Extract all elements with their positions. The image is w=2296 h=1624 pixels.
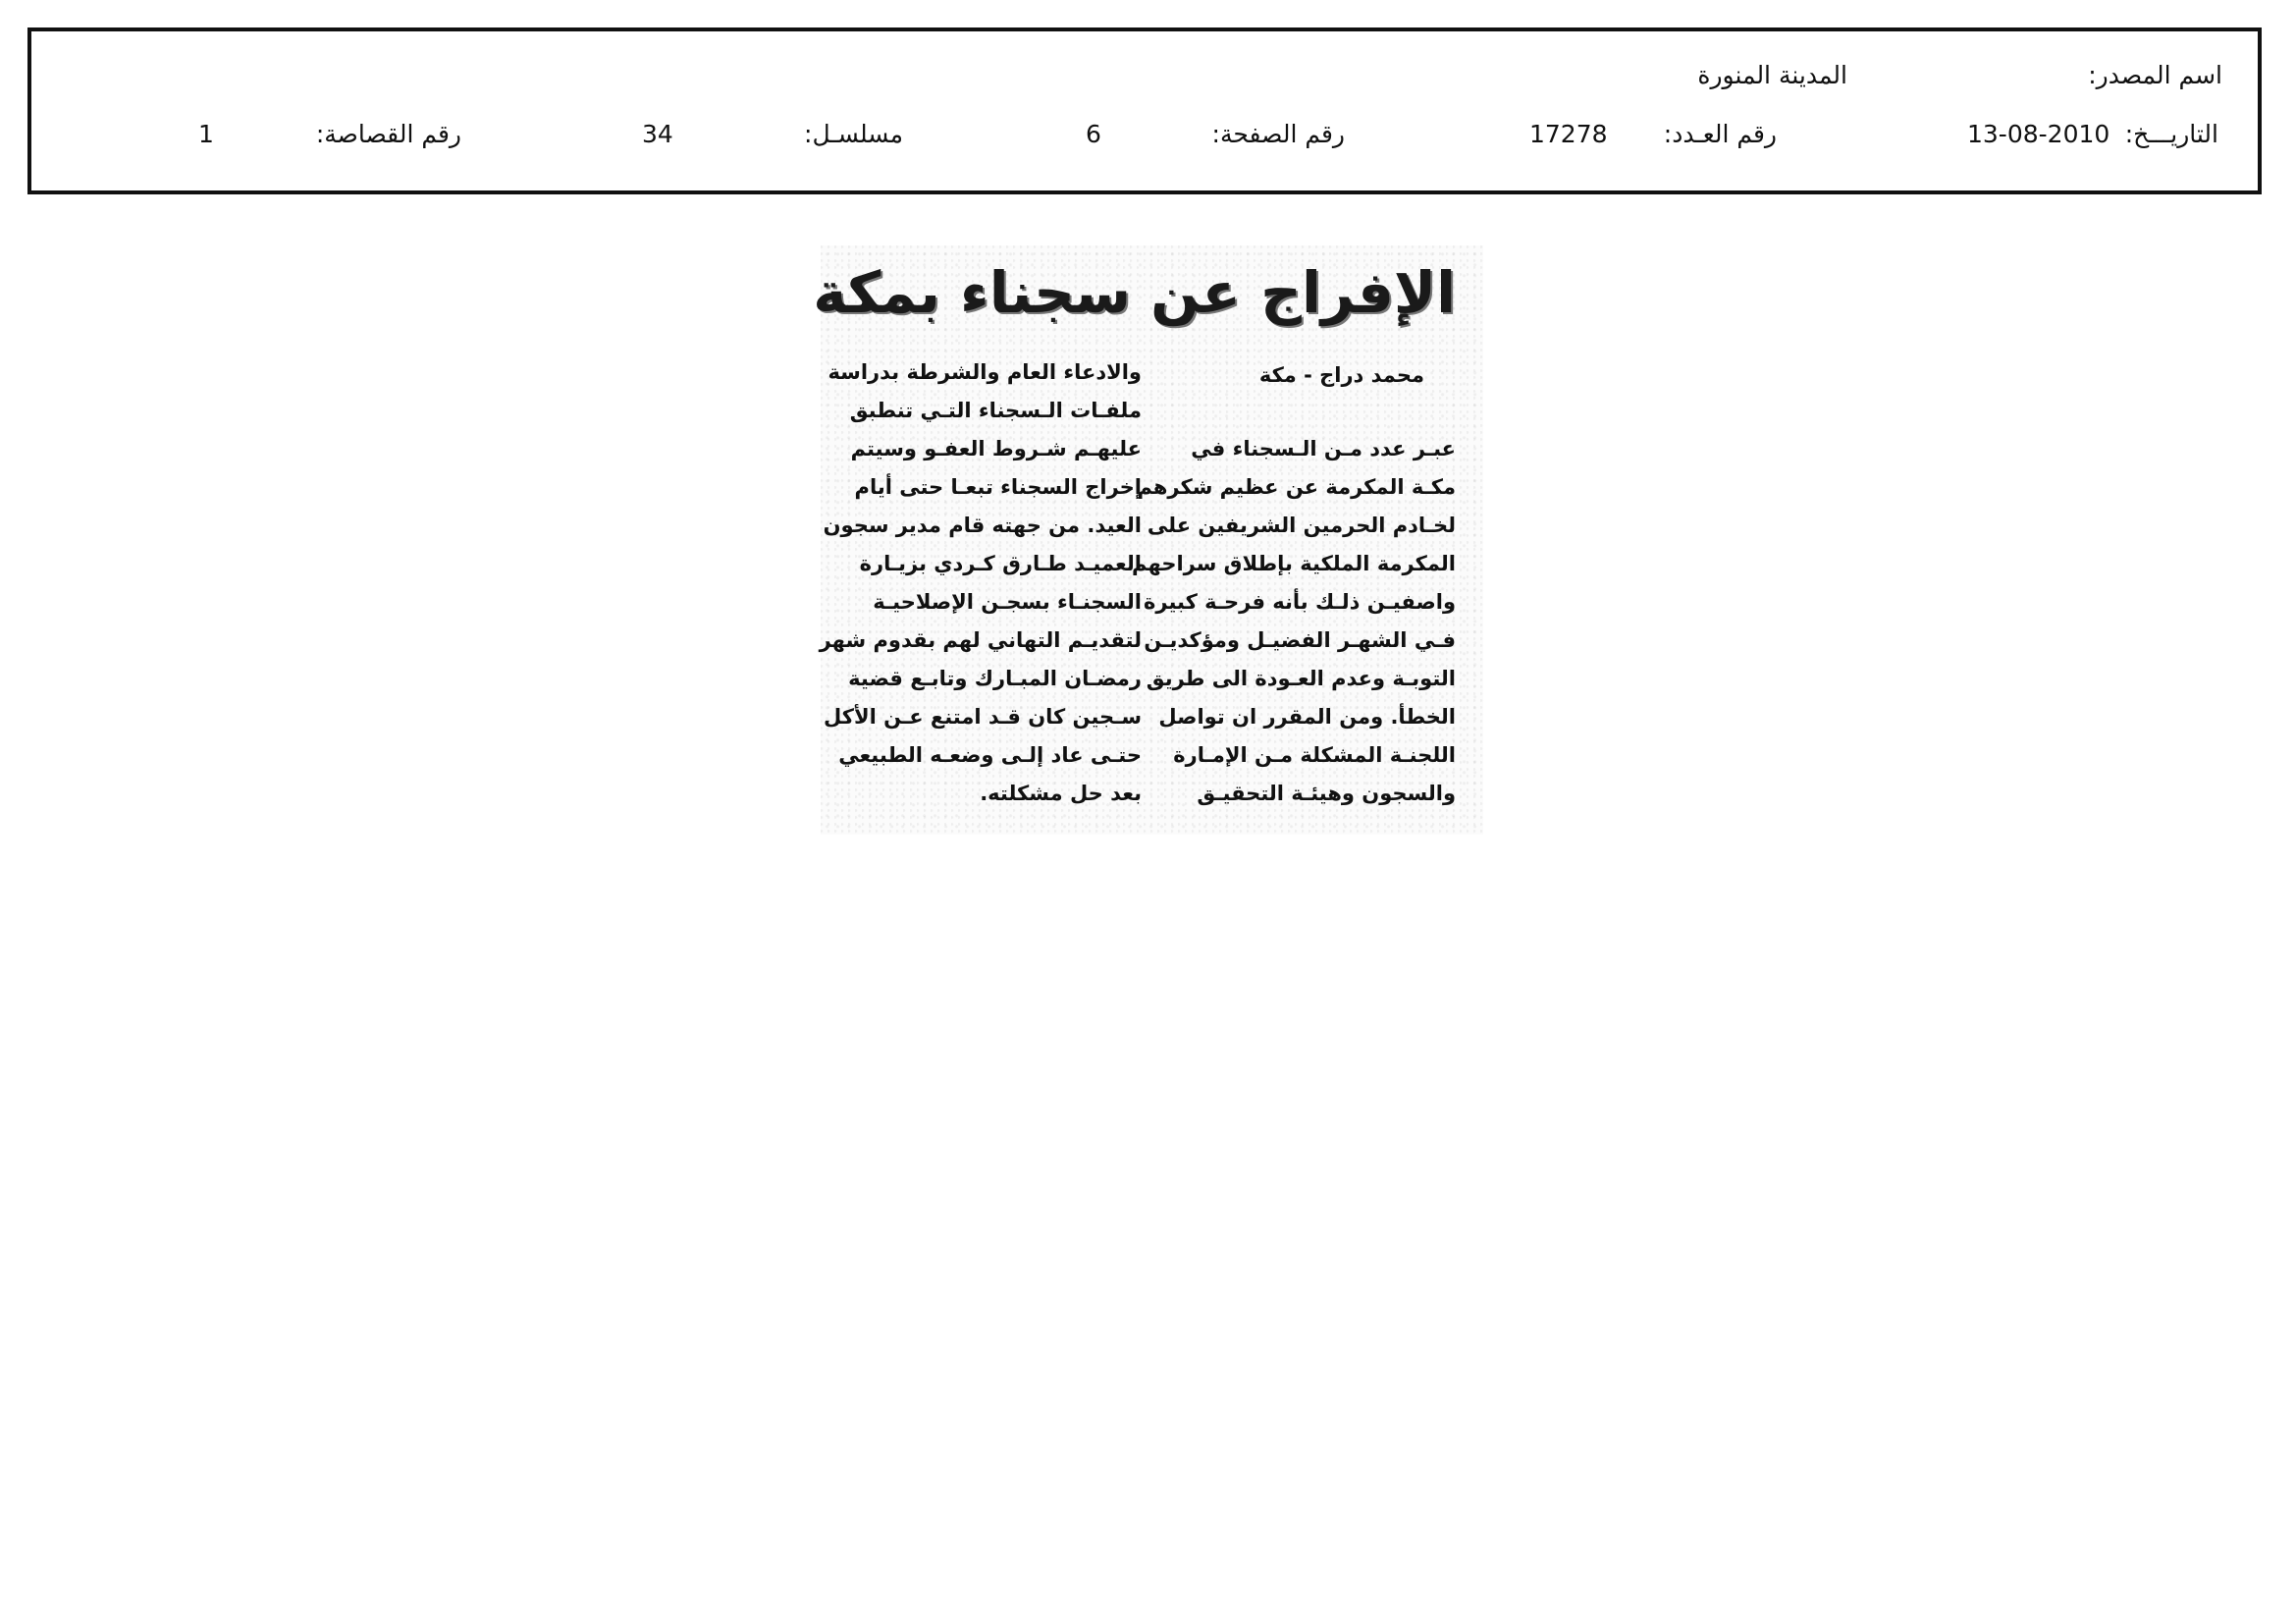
article-headline: الإفراج عن سجناء بمكة (813, 259, 1456, 326)
text-line: بعد حل مشكلته. (980, 782, 1142, 805)
article-column-left (819, 353, 1142, 813)
text-line: سـجين كان قـد امتنع عـن الأكل (824, 705, 1142, 729)
page-number-label: رقم الصفحة: (1211, 120, 1345, 148)
serial-label: مسلسـل: (804, 120, 903, 148)
source-label: اسم المصدر: (2088, 61, 2222, 89)
article-byline: محمد دراج - مكة (1258, 363, 1424, 387)
text-line: العميـد طـارق كـردي بزيـارة (859, 552, 1142, 575)
serial-value: 34 (642, 120, 673, 148)
page-number-value: 6 (1086, 120, 1101, 148)
text-line: لخـادم الحرمين الشريفين على (1147, 514, 1456, 537)
text-line: والسجون وهيئـة التحقيـق (1197, 782, 1456, 805)
text-line: مكـة المكرمة عن عظيم شكرهم (1137, 475, 1456, 499)
text-line: فـي الشهـر الفضيـل ومؤكديـن (1144, 628, 1456, 652)
text-line: السجنـاء بسجـن الإصلاحيـة (873, 590, 1142, 614)
clipping-metadata-header (27, 27, 2262, 194)
text-line: لتقديـم التهاني لهم بقدوم شهر (819, 628, 1142, 652)
text-line: عليهـم شـروط العفـو وسيتم (850, 437, 1142, 460)
clip-number-label: رقم القصاصة: (315, 120, 461, 148)
article-column-right (1131, 430, 1456, 813)
text-line: الخطأ. ومن المقرر ان تواصل (1158, 705, 1456, 729)
text-line: اللجنـة المشكلة مـن الإمـارة (1173, 743, 1456, 767)
date-label: التاريـــخ: (2124, 120, 2218, 148)
issue-value: 17278 (1529, 120, 1608, 148)
text-line: حتـى عاد إلـى وضعـه الطبيعي (838, 743, 1142, 767)
text-line: ملفـات الـسجناء التـي تنطبق (849, 399, 1142, 422)
text-line: عبـر عدد مـن الـسجناء في (1191, 437, 1456, 460)
clip-number-value: 1 (198, 120, 214, 148)
text-line: التوبـة وعدم العـودة الى طريق (1146, 667, 1456, 690)
text-line: إخراج السجناء تبعـا حتى أيام (854, 475, 1142, 499)
text-line: رمضـان المبـارك وتابـع قضية (848, 667, 1142, 690)
text-line: المكرمة الملكية بإطلاق سراحهم (1131, 552, 1456, 575)
text-line: والادعاء العام والشرطة بدراسة (828, 360, 1142, 384)
issue-label: رقم العـدد: (1663, 120, 1777, 148)
source-value: المدينة المنورة (1697, 61, 1847, 89)
date-value: 13-08-2010 (1967, 120, 2110, 148)
newspaper-clipping (813, 245, 1483, 835)
text-line: واصفيـن ذلـك بأنه فرحـة كبيرة (1143, 590, 1456, 614)
text-line: العيد. من جهته قام مدير سجون (823, 514, 1142, 537)
